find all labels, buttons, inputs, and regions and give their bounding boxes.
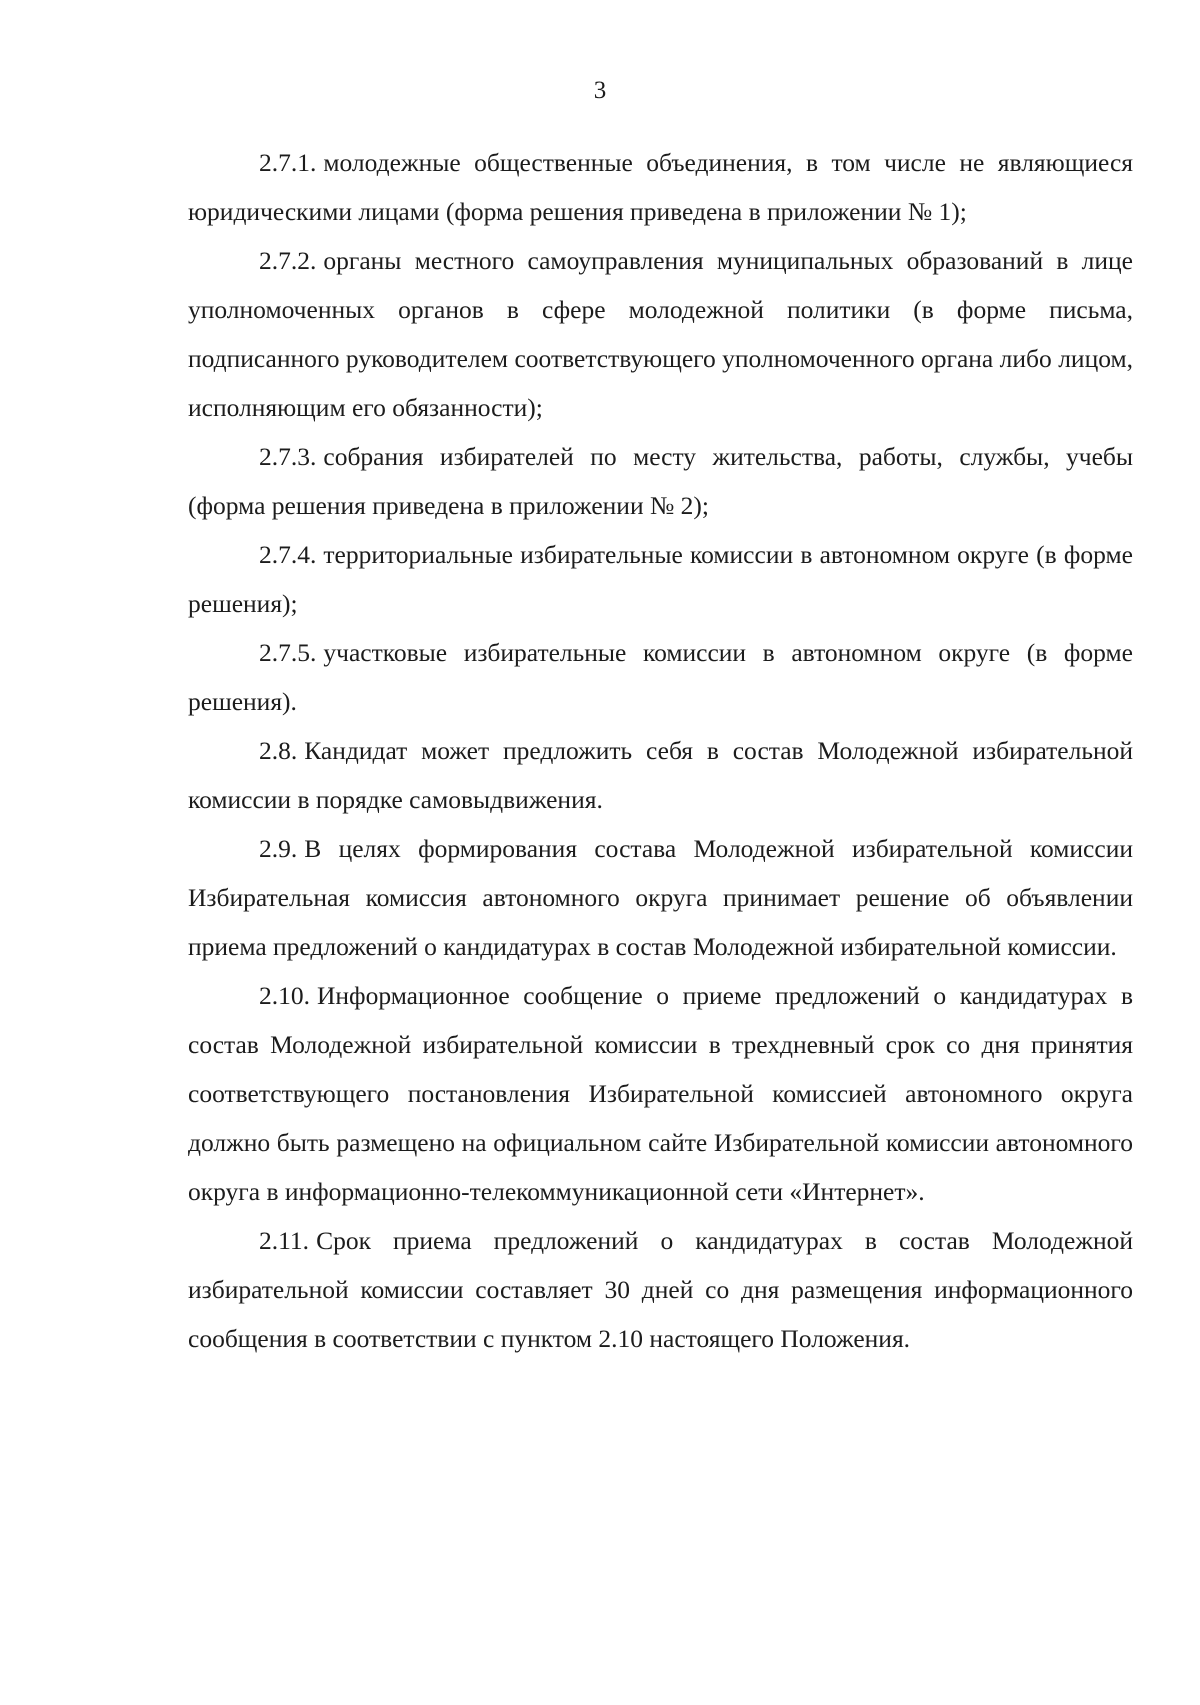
paragraph-number: 2.10. bbox=[259, 981, 310, 1010]
paragraph-text: Кандидат может предложить себя в состав Молодежной избирательной комиссии в порядке самовыдвижения. bbox=[188, 736, 1133, 814]
paragraph-2-7-5 bbox=[188, 628, 1133, 726]
paragraph-number: 2.7.4. bbox=[259, 540, 317, 569]
paragraph-text: Информационное сообщение о приеме предложений о кандидатурах в состав Молодежной избирательной комиссии в трехдневный срок со дня принятия соответствующего постановления Избирательной комиссией автономного округа должно быть размещено на официальном сайте Избирательной комиссии автономного округа в информационно-телекоммуникационной сети «Интернет». bbox=[188, 981, 1133, 1206]
paragraph-number: 2.7.1. bbox=[259, 148, 317, 177]
paragraph-2-8 bbox=[188, 726, 1133, 824]
paragraph-text: органы местного самоуправления муниципальных образований в лице уполномоченных органов в сфере молодежной политики (в форме письма, подписанного руководителем соответствующего уполномоченного органа либо лицом, исполняющим его обязанности); bbox=[188, 246, 1133, 422]
paragraph-text: Срок приема предложений о кандидатурах в состав Молодежной избирательной комиссии составляет 30 дней со дня размещения информационного сообщения в соответствии с пунктом 2.10 настоящего Положения. bbox=[188, 1226, 1133, 1353]
paragraph-text: участковые избирательные комиссии в автономном округе (в форме решения). bbox=[188, 638, 1133, 716]
paragraph-number: 2.7.5. bbox=[259, 638, 317, 667]
paragraph-2-7-2 bbox=[188, 236, 1133, 432]
paragraph-2-11 bbox=[188, 1216, 1133, 1363]
page-number: 3 bbox=[593, 77, 607, 104]
paragraph-text: собрания избирателей по месту жительства, работы, службы, учебы (форма решения приведена в приложении № 2); bbox=[188, 442, 1133, 520]
paragraph-text: территориальные избирательные комиссии в автономном округе (в форме решения); bbox=[188, 540, 1133, 618]
document-body bbox=[188, 138, 1133, 1363]
paragraph-number: 2.11. bbox=[259, 1226, 310, 1255]
paragraph-2-10 bbox=[188, 971, 1133, 1216]
paragraph-number: 2.9. bbox=[259, 834, 298, 863]
paragraph-number: 2.8. bbox=[259, 736, 298, 765]
paragraph-number: 2.7.3. bbox=[259, 442, 317, 471]
paragraph-2-9 bbox=[188, 824, 1133, 971]
paragraph-2-7-4 bbox=[188, 530, 1133, 628]
paragraph-2-7-1 bbox=[188, 138, 1133, 236]
paragraph-text: В целях формирования состава Молодежной избирательной комиссии Избирательная комиссия автономного округа принимает решение об объявлении приема предложений о кандидатурах в состав Молодежной избирательной комиссии. bbox=[188, 834, 1133, 961]
paragraph-number: 2.7.2. bbox=[259, 246, 317, 275]
paragraph-2-7-3 bbox=[188, 432, 1133, 530]
paragraph-text: молодежные общественные объединения, в том числе не являющиеся юридическими лицами (форма решения приведена в приложении № 1); bbox=[188, 148, 1133, 226]
